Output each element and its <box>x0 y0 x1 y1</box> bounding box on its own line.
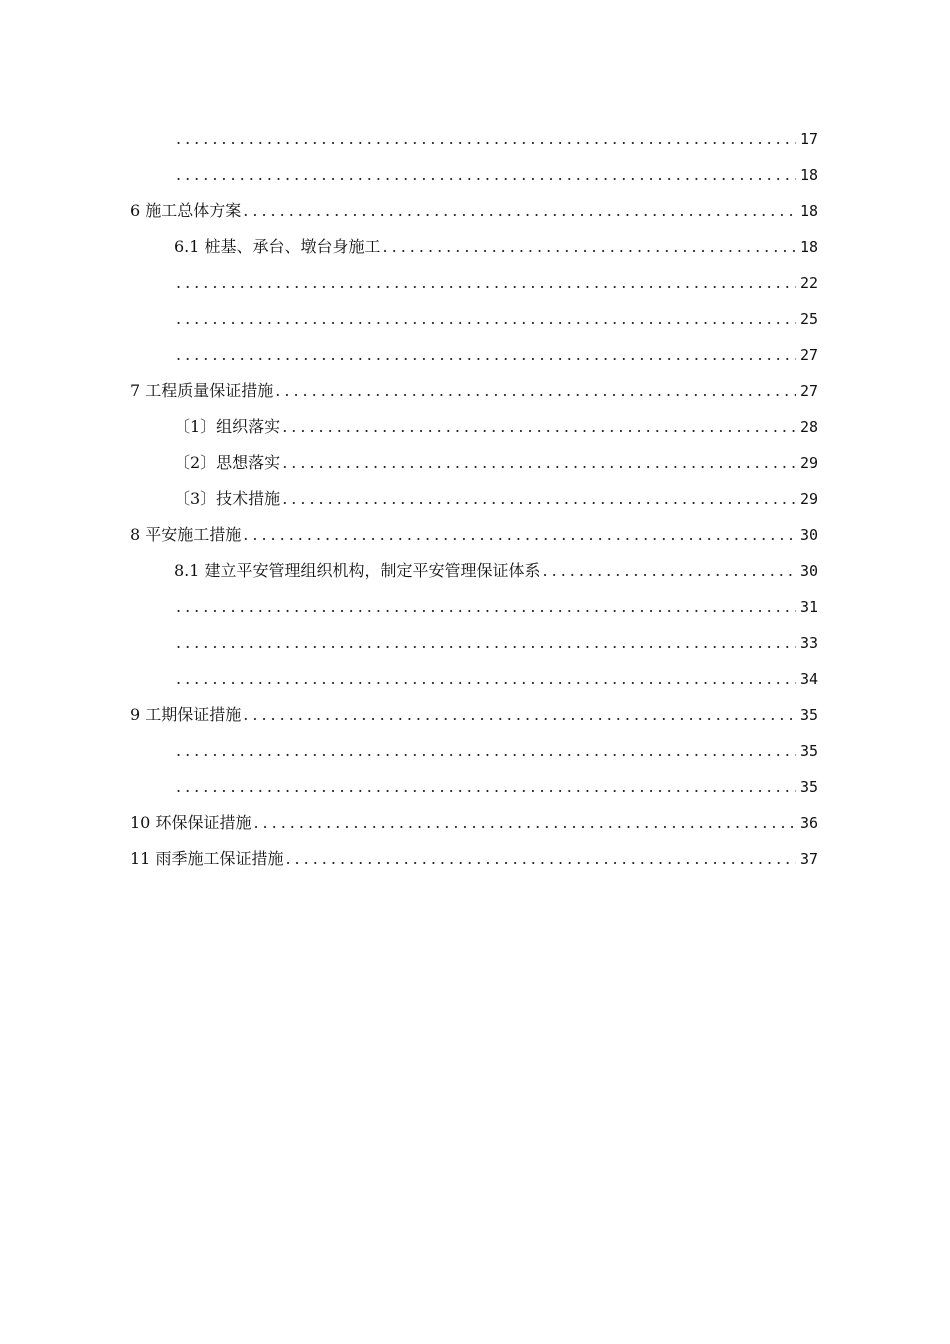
toc-dot-leader <box>174 301 796 337</box>
toc-entry-title: 10 环保保证措施 <box>130 813 252 832</box>
toc-entry[interactable] <box>130 553 818 589</box>
toc-dot-leader <box>174 661 796 697</box>
toc-entry[interactable] <box>130 481 818 517</box>
toc-entry-page-number: 37 <box>799 850 818 868</box>
toc-entry[interactable] <box>130 445 818 481</box>
toc-entry-title: 7 工程质量保证措施 <box>130 381 274 400</box>
toc-dot-leader <box>273 373 796 409</box>
toc-dot-leader <box>174 733 796 769</box>
toc-dot-leader <box>174 337 796 373</box>
toc-dot-leader <box>541 553 796 589</box>
toc-entry-title: 6.1 桩基、承台、墩台身施工 <box>174 237 381 256</box>
toc-dot-leader <box>174 769 796 805</box>
toc-entry[interactable] <box>130 157 818 193</box>
toc-dot-leader <box>174 265 796 301</box>
toc-entry-title: 〔3〕技术措施 <box>174 489 281 508</box>
toc-dot-leader <box>280 481 796 517</box>
toc-dot-leader <box>381 229 796 265</box>
toc-dot-leader <box>251 805 796 841</box>
toc-entry[interactable] <box>130 805 818 841</box>
toc-entry-page-number: 35 <box>799 778 818 796</box>
toc-dot-leader <box>280 445 796 481</box>
toc-entry-page-number: 25 <box>799 310 818 328</box>
table-of-contents <box>130 121 818 877</box>
toc-entry-page-number: 28 <box>799 418 818 436</box>
toc-dot-leader <box>174 157 796 193</box>
toc-entry-page-number: 35 <box>799 742 818 760</box>
toc-dot-leader <box>174 121 796 157</box>
toc-entry[interactable] <box>130 265 818 301</box>
toc-entry-title: 8 平安施工措施 <box>130 525 242 544</box>
toc-dot-leader <box>241 517 796 553</box>
toc-dot-leader <box>174 589 796 625</box>
toc-dot-leader <box>241 193 796 229</box>
toc-entry[interactable] <box>130 841 818 877</box>
toc-entry-page-number: 30 <box>799 526 818 544</box>
toc-entry-page-number: 27 <box>799 346 818 364</box>
toc-dot-leader <box>283 841 796 877</box>
toc-entry-title: 8.1 建立平安管理组织机构，制定平安管理保证体系 <box>174 561 541 580</box>
toc-entry[interactable] <box>130 589 818 625</box>
toc-entry-page-number: 22 <box>799 274 818 292</box>
toc-entry-title: 6 施工总体方案 <box>130 201 242 220</box>
toc-entry-page-number: 29 <box>799 490 818 508</box>
toc-entry[interactable] <box>130 337 818 373</box>
toc-entry-page-number: 36 <box>799 814 818 832</box>
toc-entry-page-number: 29 <box>799 454 818 472</box>
toc-entry[interactable] <box>130 733 818 769</box>
toc-entry-page-number: 35 <box>799 706 818 724</box>
toc-entry[interactable] <box>130 517 818 553</box>
toc-entry[interactable] <box>130 121 818 157</box>
toc-entry-page-number: 31 <box>799 598 818 616</box>
toc-dot-leader <box>280 409 796 445</box>
toc-entry-page-number: 34 <box>799 670 818 688</box>
toc-entry-page-number: 18 <box>799 166 818 184</box>
toc-entry-page-number: 33 <box>799 634 818 652</box>
toc-entry[interactable] <box>130 193 818 229</box>
toc-entry-page-number: 18 <box>799 238 818 256</box>
toc-dot-leader <box>241 697 796 733</box>
toc-entry-title: 9 工期保证措施 <box>130 705 242 724</box>
toc-entry[interactable] <box>130 229 818 265</box>
toc-entry-title: 11 雨季施工保证措施 <box>130 849 284 868</box>
toc-entry-title: 〔1〕组织落实 <box>174 417 281 436</box>
toc-entry-page-number: 30 <box>799 562 818 580</box>
toc-entry[interactable] <box>130 373 818 409</box>
toc-entry[interactable] <box>130 661 818 697</box>
toc-entry-page-number: 18 <box>799 202 818 220</box>
toc-entry-title: 〔2〕思想落实 <box>174 453 281 472</box>
toc-entry[interactable] <box>130 301 818 337</box>
toc-entry[interactable] <box>130 697 818 733</box>
toc-entry[interactable] <box>130 769 818 805</box>
toc-entry[interactable] <box>130 409 818 445</box>
toc-dot-leader <box>174 625 796 661</box>
toc-entry[interactable] <box>130 625 818 661</box>
toc-entry-page-number: 27 <box>799 382 818 400</box>
toc-entry-page-number: 17 <box>799 130 818 148</box>
